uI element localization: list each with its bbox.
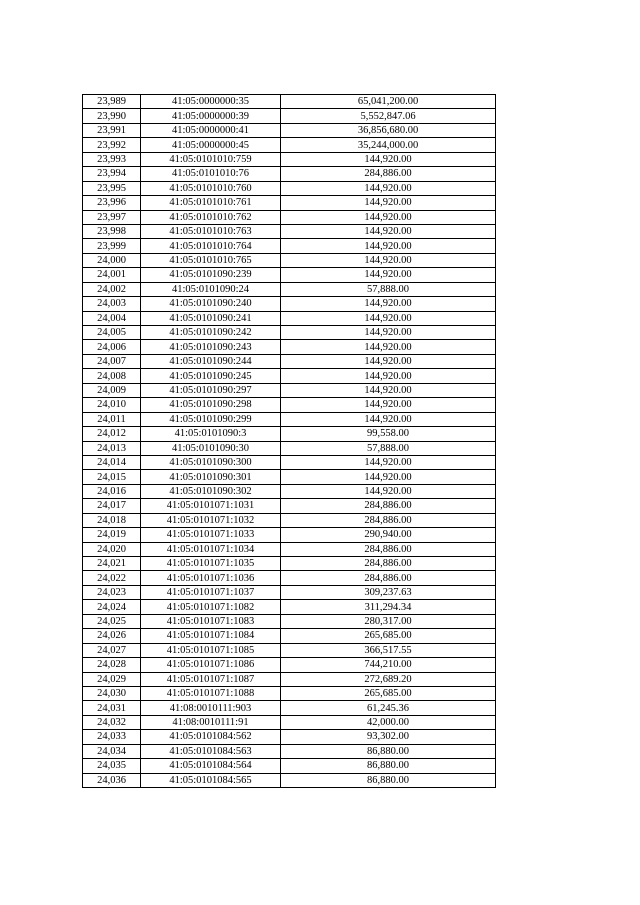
cadastral-number-cell: 41:05:0101071:1087 xyxy=(141,672,281,686)
row-number-cell: 24,020 xyxy=(83,542,141,556)
value-cell: 309,237.63 xyxy=(281,585,496,599)
cadastral-number-cell: 41:05:0101071:1035 xyxy=(141,557,281,571)
value-cell: 42,000.00 xyxy=(281,715,496,729)
row-number-cell: 24,011 xyxy=(83,412,141,426)
table-row xyxy=(83,744,496,758)
value-cell: 284,886.00 xyxy=(281,571,496,585)
row-number-cell: 24,005 xyxy=(83,326,141,340)
row-number-cell: 24,025 xyxy=(83,614,141,628)
row-number-cell: 24,031 xyxy=(83,701,141,715)
row-number-cell: 24,024 xyxy=(83,600,141,614)
table-row xyxy=(83,759,496,773)
row-number-cell: 24,014 xyxy=(83,455,141,469)
table-row xyxy=(83,239,496,253)
value-cell: 144,920.00 xyxy=(281,383,496,397)
cadastral-number-cell: 41:05:0101090:297 xyxy=(141,383,281,397)
cadastral-number-cell: 41:05:0000000:41 xyxy=(141,123,281,137)
row-number-cell: 24,015 xyxy=(83,470,141,484)
table-row xyxy=(83,571,496,585)
value-cell: 61,245.36 xyxy=(281,701,496,715)
cadastral-number-cell: 41:05:0101084:564 xyxy=(141,759,281,773)
row-number-cell: 23,995 xyxy=(83,181,141,195)
row-number-cell: 24,023 xyxy=(83,585,141,599)
value-cell: 144,920.00 xyxy=(281,253,496,267)
row-number-cell: 24,036 xyxy=(83,773,141,787)
table-row xyxy=(83,427,496,441)
table-row xyxy=(83,672,496,686)
cadastral-number-cell: 41:05:0101090:243 xyxy=(141,340,281,354)
cadastral-number-cell: 41:05:0101090:242 xyxy=(141,326,281,340)
cadastral-number-cell: 41:08:0010111:903 xyxy=(141,701,281,715)
row-number-cell: 24,019 xyxy=(83,528,141,542)
row-number-cell: 23,999 xyxy=(83,239,141,253)
row-number-cell: 24,008 xyxy=(83,369,141,383)
row-number-cell: 24,034 xyxy=(83,744,141,758)
row-number-cell: 23,993 xyxy=(83,152,141,166)
row-number-cell: 23,989 xyxy=(83,95,141,109)
table-row xyxy=(83,441,496,455)
row-number-cell: 24,010 xyxy=(83,398,141,412)
table-row xyxy=(83,196,496,210)
table-row xyxy=(83,282,496,296)
value-cell: 144,920.00 xyxy=(281,484,496,498)
table-row xyxy=(83,152,496,166)
cadastral-number-cell: 41:05:0101071:1086 xyxy=(141,658,281,672)
cadastral-number-cell: 41:05:0101090:3 xyxy=(141,427,281,441)
cadastral-number-cell: 41:05:0000000:35 xyxy=(141,95,281,109)
cadastral-number-cell: 41:05:0101090:244 xyxy=(141,354,281,368)
value-cell: 284,886.00 xyxy=(281,499,496,513)
table-row xyxy=(83,730,496,744)
value-cell: 144,920.00 xyxy=(281,224,496,238)
table-row xyxy=(83,701,496,715)
table-row xyxy=(83,542,496,556)
table-row xyxy=(83,715,496,729)
row-number-cell: 23,991 xyxy=(83,123,141,137)
value-cell: 144,920.00 xyxy=(281,268,496,282)
cadastral-number-cell: 41:05:0101010:763 xyxy=(141,224,281,238)
table-row xyxy=(83,513,496,527)
cadastral-number-cell: 41:05:0101010:759 xyxy=(141,152,281,166)
table-row xyxy=(83,398,496,412)
table-row xyxy=(83,629,496,643)
cadastral-number-cell: 41:05:0101084:563 xyxy=(141,744,281,758)
row-number-cell: 24,013 xyxy=(83,441,141,455)
row-number-cell: 24,009 xyxy=(83,383,141,397)
row-number-cell: 24,029 xyxy=(83,672,141,686)
row-number-cell: 23,990 xyxy=(83,109,141,123)
table-row xyxy=(83,181,496,195)
cadastral-number-cell: 41:05:0101010:764 xyxy=(141,239,281,253)
table-row xyxy=(83,268,496,282)
table-row xyxy=(83,326,496,340)
row-number-cell: 23,997 xyxy=(83,210,141,224)
row-number-cell: 24,016 xyxy=(83,484,141,498)
value-cell: 290,940.00 xyxy=(281,528,496,542)
value-cell: 144,920.00 xyxy=(281,398,496,412)
row-number-cell: 23,994 xyxy=(83,167,141,181)
value-cell: 280,317.00 xyxy=(281,614,496,628)
row-number-cell: 24,007 xyxy=(83,354,141,368)
cadastral-number-cell: 41:05:0101071:1031 xyxy=(141,499,281,513)
cadastral-number-cell: 41:05:0101071:1034 xyxy=(141,542,281,556)
value-cell: 144,920.00 xyxy=(281,326,496,340)
row-number-cell: 24,021 xyxy=(83,557,141,571)
value-cell: 284,886.00 xyxy=(281,557,496,571)
cadastral-number-cell: 41:05:0000000:39 xyxy=(141,109,281,123)
table-row xyxy=(83,297,496,311)
cadastral-number-cell: 41:05:0101010:762 xyxy=(141,210,281,224)
cadastral-number-cell: 41:05:0101071:1033 xyxy=(141,528,281,542)
cadastral-number-cell: 41:05:0101084:562 xyxy=(141,730,281,744)
table-row xyxy=(83,369,496,383)
cadastral-number-cell: 41:05:0101010:760 xyxy=(141,181,281,195)
cadastral-number-cell: 41:05:0101071:1037 xyxy=(141,585,281,599)
value-cell: 99,558.00 xyxy=(281,427,496,441)
table-row xyxy=(83,95,496,109)
cadastral-number-cell: 41:05:0101090:240 xyxy=(141,297,281,311)
table-row xyxy=(83,138,496,152)
value-cell: 57,888.00 xyxy=(281,441,496,455)
table-row xyxy=(83,470,496,484)
value-cell: 144,920.00 xyxy=(281,152,496,166)
table-row xyxy=(83,455,496,469)
row-number-cell: 24,032 xyxy=(83,715,141,729)
cadastral-number-cell: 41:05:0101090:298 xyxy=(141,398,281,412)
value-cell: 65,041,200.00 xyxy=(281,95,496,109)
table-row xyxy=(83,383,496,397)
table-row xyxy=(83,311,496,325)
cadastral-number-cell: 41:05:0101071:1083 xyxy=(141,614,281,628)
value-cell: 284,886.00 xyxy=(281,513,496,527)
cadastral-number-cell: 41:05:0101090:301 xyxy=(141,470,281,484)
value-cell: 144,920.00 xyxy=(281,239,496,253)
value-cell: 311,294.34 xyxy=(281,600,496,614)
table-row xyxy=(83,528,496,542)
value-cell: 744,210.00 xyxy=(281,658,496,672)
value-cell: 144,920.00 xyxy=(281,354,496,368)
row-number-cell: 23,998 xyxy=(83,224,141,238)
table-row xyxy=(83,557,496,571)
value-cell: 272,689.20 xyxy=(281,672,496,686)
cadastral-number-cell: 41:05:0101071:1082 xyxy=(141,600,281,614)
cadastral-number-cell: 41:05:0101010:765 xyxy=(141,253,281,267)
row-number-cell: 24,018 xyxy=(83,513,141,527)
table-row xyxy=(83,354,496,368)
table-row xyxy=(83,686,496,700)
value-cell: 144,920.00 xyxy=(281,455,496,469)
row-number-cell: 24,006 xyxy=(83,340,141,354)
row-number-cell: 24,012 xyxy=(83,427,141,441)
table-row xyxy=(83,253,496,267)
value-cell: 144,920.00 xyxy=(281,470,496,484)
cadastral-number-cell: 41:05:0101010:761 xyxy=(141,196,281,210)
cadastral-number-cell: 41:05:0101090:241 xyxy=(141,311,281,325)
cadastral-number-cell: 41:05:0101010:76 xyxy=(141,167,281,181)
value-cell: 144,920.00 xyxy=(281,196,496,210)
cadastral-number-cell: 41:08:0010111:91 xyxy=(141,715,281,729)
data-table xyxy=(82,94,496,788)
value-cell: 144,920.00 xyxy=(281,181,496,195)
table-row xyxy=(83,210,496,224)
table-row xyxy=(83,412,496,426)
row-number-cell: 24,026 xyxy=(83,629,141,643)
cadastral-number-cell: 41:05:0101071:1085 xyxy=(141,643,281,657)
row-number-cell: 24,017 xyxy=(83,499,141,513)
row-number-cell: 24,004 xyxy=(83,311,141,325)
cadastral-number-cell: 41:05:0101090:239 xyxy=(141,268,281,282)
table-row xyxy=(83,614,496,628)
row-number-cell: 24,028 xyxy=(83,658,141,672)
table-body xyxy=(83,95,496,788)
table-row xyxy=(83,499,496,513)
value-cell: 93,302.00 xyxy=(281,730,496,744)
row-number-cell: 24,027 xyxy=(83,643,141,657)
value-cell: 265,685.00 xyxy=(281,629,496,643)
cadastral-number-cell: 41:05:0101090:24 xyxy=(141,282,281,296)
value-cell: 144,920.00 xyxy=(281,210,496,224)
cadastral-number-cell: 41:05:0101090:299 xyxy=(141,412,281,426)
cadastral-number-cell: 41:05:0101090:302 xyxy=(141,484,281,498)
table-row xyxy=(83,123,496,137)
table-row xyxy=(83,484,496,498)
table-row xyxy=(83,224,496,238)
row-number-cell: 24,000 xyxy=(83,253,141,267)
value-cell: 86,880.00 xyxy=(281,773,496,787)
table-row xyxy=(83,109,496,123)
cadastral-number-cell: 41:05:0101090:30 xyxy=(141,441,281,455)
value-cell: 86,880.00 xyxy=(281,759,496,773)
table-row xyxy=(83,600,496,614)
value-cell: 284,886.00 xyxy=(281,542,496,556)
cadastral-number-cell: 41:05:0101071:1036 xyxy=(141,571,281,585)
table-row xyxy=(83,773,496,787)
cadastral-number-cell: 41:05:0101071:1088 xyxy=(141,686,281,700)
value-cell: 36,856,680.00 xyxy=(281,123,496,137)
cadastral-number-cell: 41:05:0101090:300 xyxy=(141,455,281,469)
value-cell: 144,920.00 xyxy=(281,297,496,311)
value-cell: 265,685.00 xyxy=(281,686,496,700)
table-row xyxy=(83,167,496,181)
row-number-cell: 24,033 xyxy=(83,730,141,744)
value-cell: 57,888.00 xyxy=(281,282,496,296)
value-cell: 86,880.00 xyxy=(281,744,496,758)
value-cell: 35,244,000.00 xyxy=(281,138,496,152)
value-cell: 144,920.00 xyxy=(281,369,496,383)
cadastral-number-cell: 41:05:0101084:565 xyxy=(141,773,281,787)
row-number-cell: 24,022 xyxy=(83,571,141,585)
table-row xyxy=(83,658,496,672)
cadastral-number-cell: 41:05:0101090:245 xyxy=(141,369,281,383)
row-number-cell: 23,996 xyxy=(83,196,141,210)
cadastral-number-cell: 41:05:0000000:45 xyxy=(141,138,281,152)
table-row xyxy=(83,643,496,657)
table-row xyxy=(83,585,496,599)
value-cell: 284,886.00 xyxy=(281,167,496,181)
value-cell: 144,920.00 xyxy=(281,340,496,354)
row-number-cell: 24,002 xyxy=(83,282,141,296)
value-cell: 144,920.00 xyxy=(281,412,496,426)
row-number-cell: 24,030 xyxy=(83,686,141,700)
row-number-cell: 23,992 xyxy=(83,138,141,152)
value-cell: 366,517.55 xyxy=(281,643,496,657)
cadastral-number-cell: 41:05:0101071:1084 xyxy=(141,629,281,643)
value-cell: 144,920.00 xyxy=(281,311,496,325)
row-number-cell: 24,003 xyxy=(83,297,141,311)
row-number-cell: 24,001 xyxy=(83,268,141,282)
table-row xyxy=(83,340,496,354)
value-cell: 5,552,847.06 xyxy=(281,109,496,123)
row-number-cell: 24,035 xyxy=(83,759,141,773)
cadastral-number-cell: 41:05:0101071:1032 xyxy=(141,513,281,527)
